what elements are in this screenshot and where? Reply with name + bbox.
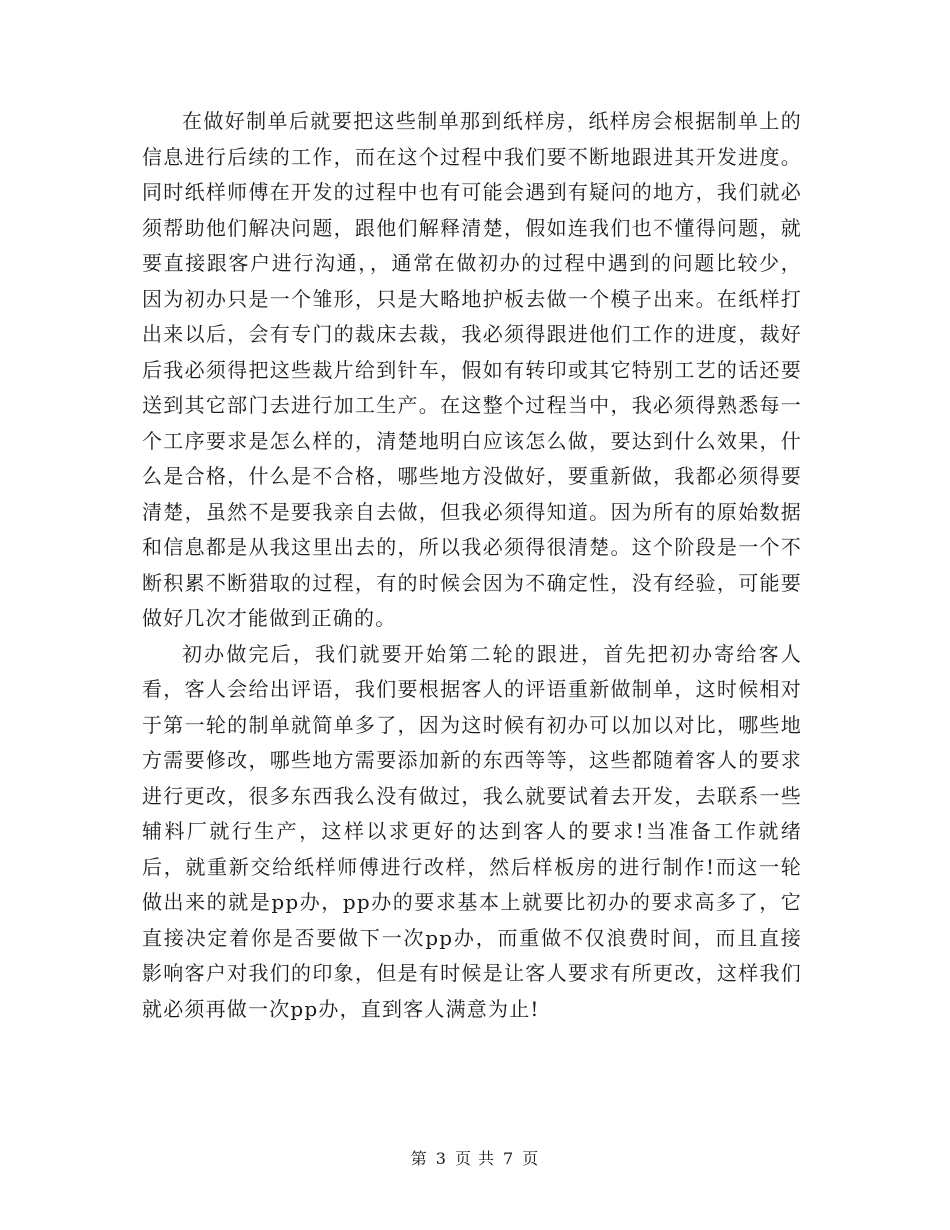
paragraph-2: 初办做完后，我们就要开始第二轮的跟进，首先把初办寄给客人看，客人会给出评语，我们要根据客人的评语重新做制单，这时候相对于第一轮的制单就简单多了，因为这时候有初办可以加以对比，哪些地方需要修改，哪些地方需要添加新的东西等等，这些都随着客人的要求进行更改，很多东西我么没有做过，我么就要试着去开发，去联系一些辅料厂就行生产，这样以求更好的达到客人的要求!当准备工作就绪后，就重新交给纸样师傅进行改样，然后样板房的进行制作!而这一轮做出来的就是pp办，pp办的要求基本上就要比初办的要求高多了，它直接决定着你是否要做下一次pp办，而重做不仅浪费时间，而且直接影响客户对我们的印象，但是有时候是让客人要求有所更改，这样我们就必须再做一次pp办，直到客人满意为止! [142, 641, 802, 1021]
page-footer [0, 1146, 950, 1169]
document-body [142, 104, 802, 1027]
footer-mid: 页 共 [454, 1149, 496, 1168]
footer-total-pages: 7 [503, 1149, 515, 1168]
footer-prefix: 第 [410, 1149, 428, 1168]
footer-suffix: 页 [522, 1149, 540, 1168]
footer-current-page: 3 [435, 1149, 447, 1168]
paragraph-1: 在做好制单后就要把这些制单那到纸样房，纸样房会根据制单上的信息进行后续的工作，而在这个过程中我们要不断地跟进其开发进度。同时纸样师傅在开发的过程中也有可能会遇到有疑问的地方，我们就必须帮助他们解决问题，跟他们解释清楚，假如连我们也不懂得问题，就要直接跟客户进行沟通，，通常在做初办的过程中遇到的问题比较少，因为初办只是一个雏形，只是大略地护板去做一个模子出来。在纸样打出来以后，会有专门的裁床去裁，我必须得跟进他们工作的进度，裁好后我必须得把这些裁片给到针车，假如有转印或其它特别工艺的话还要送到其它部门去进行加工生产。在这整个过程当中，我必须得熟悉每一个工序要求是怎么样的，清楚地明白应该怎么做，要达到什么效果，什么是合格，什么是不合格，哪些地方没做好，要重新做，我都必须得要清楚，虽然不是要我亲自去做，但我必须得知道。因为所有的原始数据和信息都是从我这里出去的，所以我必须得很清楚。这个阶段是一个不断积累不断猎取的过程，有的时候会因为不确定性，没有经验，可能要做好几次才能做到正确的。 [142, 109, 802, 630]
